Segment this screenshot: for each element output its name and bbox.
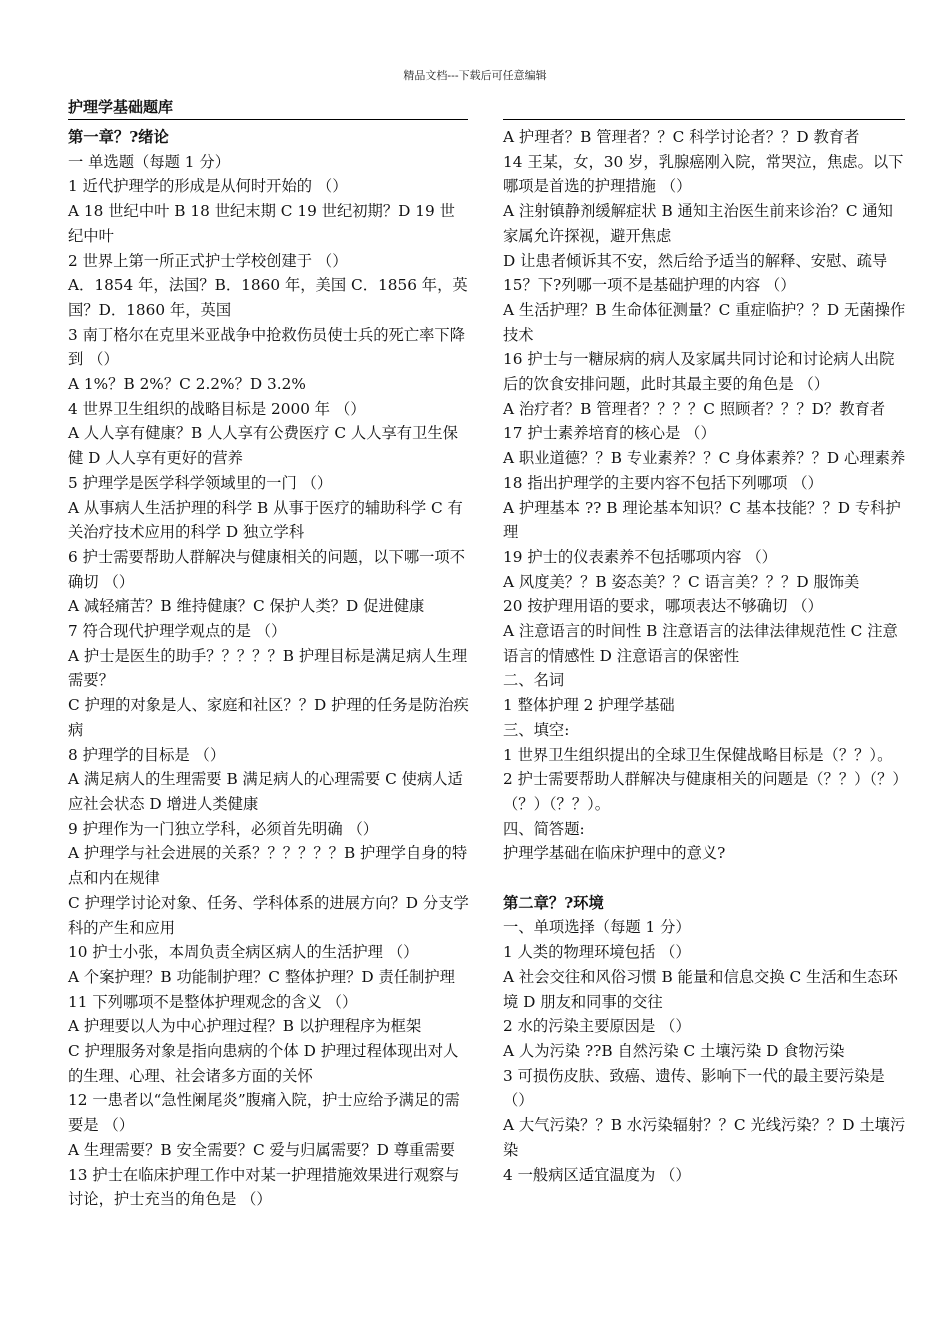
text-line: A 人为污染 ??B 自然污染 C 土壤污染 D 食物污染	[503, 1042, 845, 1060]
blank-line	[503, 866, 907, 891]
text-line: A 护理者？B 管理者？？C 科学讨论者？？D 教育者	[503, 128, 860, 146]
text-line: A 风度美？？B 姿态美？？C 语言美？？？D 服饰美	[503, 572, 860, 591]
text-line: A 注射镇静剂缓解症状 B 通知主治医生前来诊治？C 通知家属允许探视，避开焦虑	[503, 202, 893, 245]
text-line: A 护士是医生的助手？？？？？B 护理目标是满足病人生理需要？	[68, 646, 468, 690]
text-line: A 1%？B 2%？C 2.2%？D 3.2%	[68, 375, 306, 394]
left-column	[68, 125, 470, 1212]
text-line: A 满足病人的生理需要 B 满足病人的心理需要 C 使病人适应社会状态 D 增进人类健康	[68, 770, 463, 813]
text-line: A 社会交往和风俗习惯 B 能量和信息交换 C 生活和生态环境 D 朋友和同事的交往	[503, 967, 898, 1011]
text-line: 19 护士的仪表素养不包括哪项内容 （）	[503, 547, 777, 566]
text-line: 8 护理学的目标是 （）	[68, 745, 226, 764]
text-line: 18 指出护理学的主要内容不包括下列哪项 （）	[503, 473, 823, 492]
text-line: 11 下列哪项不是整体护理观念的含义 （）	[68, 992, 358, 1011]
text-line: 三、填空:	[503, 720, 570, 739]
text-line: C 护理的对象是人、家庭和社区？？D 护理的任务是防治疾病	[68, 696, 469, 739]
page-header: 精品文档---下载后可任意编辑	[403, 69, 547, 82]
text-line: 1 世界卫生组织提出的全球卫生保健战略目标是（？？）。	[503, 745, 893, 764]
text-line: 17 护士素养培育的核心是 （）	[503, 424, 716, 443]
text-line: 16 护士与一糖尿病的病人及家属共同讨论和讨论病人出院后的饮食安排问题，此时其最主要的角色是 （）	[503, 350, 895, 394]
text-line: 15？下?列哪一项不是基础护理的内容 （）	[503, 276, 796, 295]
left-title-rule	[68, 119, 468, 120]
text-line: 2 水的污染主要原因是 （）	[503, 1017, 691, 1036]
text-line: 3 可损伤皮肤、致癌、遗传、影响下一代的最主要污染是 （）	[503, 1066, 885, 1110]
text-line: A 减轻痛苦？B 维持健康？C 保护人类？D 促进健康	[68, 597, 425, 616]
text-line: A 个案护理？B 功能制护理？C 整体护理？D 责任制护理	[68, 967, 455, 986]
text-line: A 注意语言的时间性 B 注意语言的法律法律规范性 C 注意语言的情感性 D 注意语言的保密性	[503, 622, 898, 665]
text-line: C 护理服务对象是指向患病的个体 D 护理过程体现出对人的生理、心理、社会诸多方面的关怀	[68, 1042, 459, 1085]
text-line: 3 南丁格尔在克里米亚战争中抢救伤员使士兵的死亡率下降到 （）	[68, 325, 466, 369]
text-line: A 18 世纪中叶 B 18 世纪末期 C 19 世纪初期？D 19 世纪中叶	[68, 202, 455, 245]
right-column	[503, 125, 907, 1187]
text-line: 护理学基础在临床护理中的意义?	[503, 844, 726, 863]
text-line: 2 世界上第一所正式护士学校创建于 （）	[68, 251, 348, 270]
text-line: 4 世界卫生组织的战略目标是 2000 年 （）	[68, 399, 366, 418]
text-line: A 护理基本 ?? B 理论基本知识？C 基本技能？？D 专科护理	[503, 498, 901, 542]
text-line: 7 符合现代护理学观点的是 （）	[68, 622, 287, 641]
text-line: 1 近代护理学的形成是从何时开始的 （）	[68, 177, 348, 196]
text-line: A 从事病人生活护理的科学 B 从事于医疗的辅助科学 C 有关治疗技术应用的科学 D 独立学科	[68, 498, 463, 542]
text-line: A．1854 年，法国？B．1860 年，美国 C．1856 年，英国？D．1860 年，英国	[68, 276, 468, 319]
text-line: C 护理学讨论对象、任务、学科体系的进展方向？D 分支学科的产生和应用	[68, 893, 469, 937]
text-line: A 治疗者？B 管理者？？？？C 照顾者？？？D？教育者	[503, 399, 886, 418]
text-line: 1 整体护理 2 护理学基础	[503, 696, 675, 715]
chapter-heading: 第二章？?环境	[503, 893, 604, 912]
text-line: 20 按护理用语的要求，哪项表达不够确切 （）	[503, 597, 823, 616]
text-line: 13 护士在临床护理工作中对某一护理措施效果进行观察与讨论，护士充当的角色是 （）	[68, 1165, 460, 1209]
right-title-rule	[503, 119, 905, 120]
text-line: A 生理需要？B 安全需要？C 爱与归属需要？D 尊重需要	[68, 1140, 455, 1159]
text-line: A 生活护理？B 生命体征测量？C 重症临护？？D 无菌操作技术	[503, 300, 906, 344]
text-line: 5 护理学是医学科学领域里的一门 （）	[68, 473, 333, 492]
text-line: A 大气污染？？B 水污染辐射？？C 光线污染？？D 土壤污染	[503, 1116, 906, 1159]
text-line: A 职业道德？？B 专业素养？？C 身体素养？？D 心理素养	[503, 449, 906, 468]
text-line: D 让患者倾诉其不安，然后给予适当的解释、安慰、疏导	[503, 251, 888, 270]
text-line: A 护理学与社会进展的关系？？？？？？B 护理学自身的特点和内在规律	[68, 844, 468, 888]
text-line: 14 王某，女，30 岁，乳腺癌刚入院，常哭泣，焦虑。以下哪项是首选的护理措施 （）	[503, 152, 904, 196]
text-line: 一 单选题（每题 1 分）	[68, 152, 230, 171]
text-line: 10 护士小张，本周负责全病区病人的生活护理 （）	[68, 943, 419, 962]
text-line: 1 人类的物理环境包括 （）	[503, 943, 691, 962]
text-line: 6 护士需要帮助人群解决与健康相关的问题，以下哪一项不确切 （）	[68, 547, 466, 591]
text-line: 四、简答题:	[503, 819, 585, 838]
text-line: 一、单项选择（每题 1 分）	[503, 918, 691, 937]
chapter-heading: 第一章？?绪论	[68, 128, 169, 146]
text-line: 9 护理作为一门独立学科，必须首先明确 （）	[68, 819, 379, 838]
document-title: 护理学基础题库	[68, 98, 174, 116]
text-line: 12 一患者以“急性阑尾炎”腹痛入院，护士应给予满足的需要是 （）	[68, 1091, 460, 1135]
text-line: 4 一般病区适宜温度为 （）	[503, 1165, 691, 1184]
text-line: 二、名词	[503, 671, 565, 690]
text-line: A 护理要以人为中心护理过程？B 以护理程序为框架	[68, 1017, 422, 1036]
text-line: 2 护士需要帮助人群解决与健康相关的问题是（？？）（？）（？）（？？）。	[503, 770, 901, 813]
text-line: A 人人享有健康？B 人人享有公费医疗 C 人人享有卫生保健 D 人人享有更好的营养	[68, 424, 458, 468]
